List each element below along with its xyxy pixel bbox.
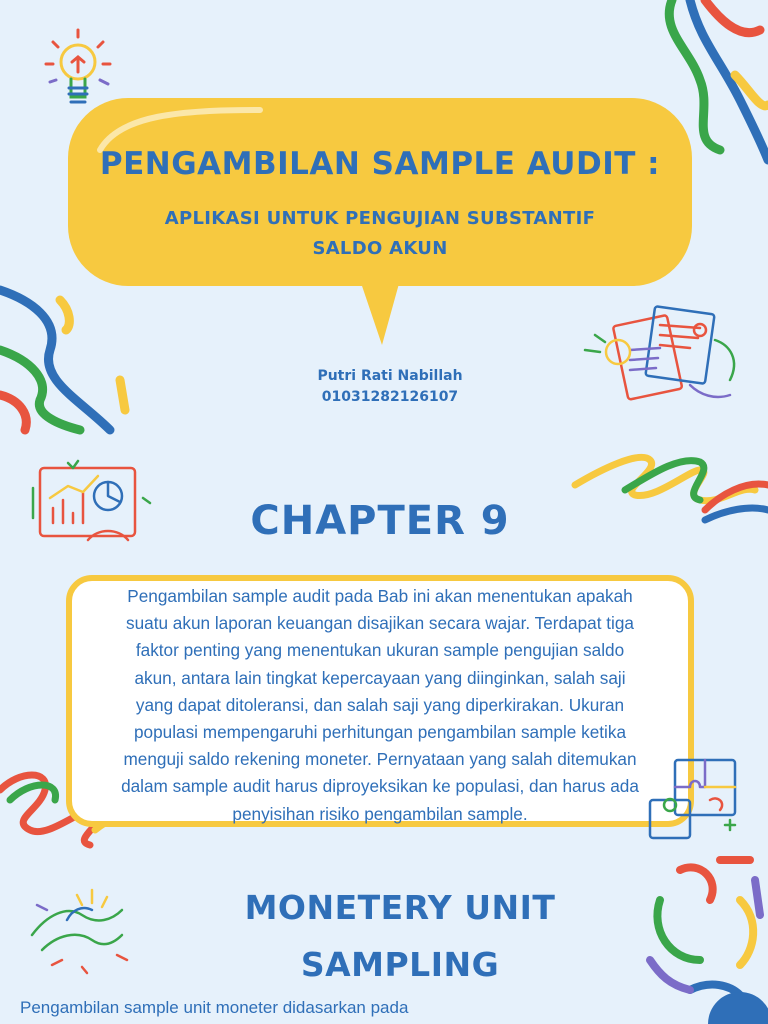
summary-line: menguji saldo rekening moneter. Pernyataan yang salah ditemukan <box>123 749 637 770</box>
summary-line: Pengambilan sample audit pada Bab ini akan menentukan apakah <box>127 586 633 606</box>
chart-report-icon <box>28 458 153 553</box>
summary-line: penyisihan risiko pengambilan sample. <box>232 803 528 824</box>
documents-icon <box>580 300 750 415</box>
subtitle-line-1: APLIKASI UNTUK PENGUJIAN SUBSTANTIF <box>164 208 596 229</box>
summary-line: populasi mempengaruhi perhitungan pengambilan sample ketika <box>133 722 627 743</box>
page-subtitle <box>70 204 690 264</box>
handshake-icon <box>22 875 134 980</box>
puzzle-icon <box>640 755 745 845</box>
summary-line: dalam sample audit harus diproyeksikan ke populasi, dan harus ada <box>121 776 639 797</box>
lightbulb-icon <box>38 22 118 117</box>
section-intro-text: Pengambilan sample unit moneter didasarkan pada <box>20 998 409 1017</box>
chapter-title: CHAPTER 9 <box>250 498 510 544</box>
author-name: Putri Rati Nabillah <box>317 368 463 384</box>
section-title-line-2: SAMPLING <box>300 945 500 984</box>
page-title: PENGAMBILAN SAMPLE AUDIT : <box>99 146 661 182</box>
section-title-line-1: MONETERY UNIT <box>244 888 556 927</box>
summary-line: yang dapat ditoleransi, dan salah saji yang diperkirakan. Ukuran <box>135 694 625 715</box>
chapter-summary <box>78 583 682 828</box>
summary-line: akun, antara lain tingkat kepercayaan yang diinginkan, salah saji <box>134 667 626 688</box>
subtitle-line-2: SALDO AKUN <box>312 238 448 259</box>
summary-line: suatu akun laporan keuangan disajikan secara wajar. Terdapat tiga <box>125 613 634 634</box>
arcs-bottom-right <box>650 860 760 995</box>
squiggle-right-chapter <box>575 457 768 520</box>
summary-line: faktor penting yang menentukan ukuran sample pengujian saldo <box>135 640 625 661</box>
author-id: 01031282126107 <box>321 389 459 405</box>
